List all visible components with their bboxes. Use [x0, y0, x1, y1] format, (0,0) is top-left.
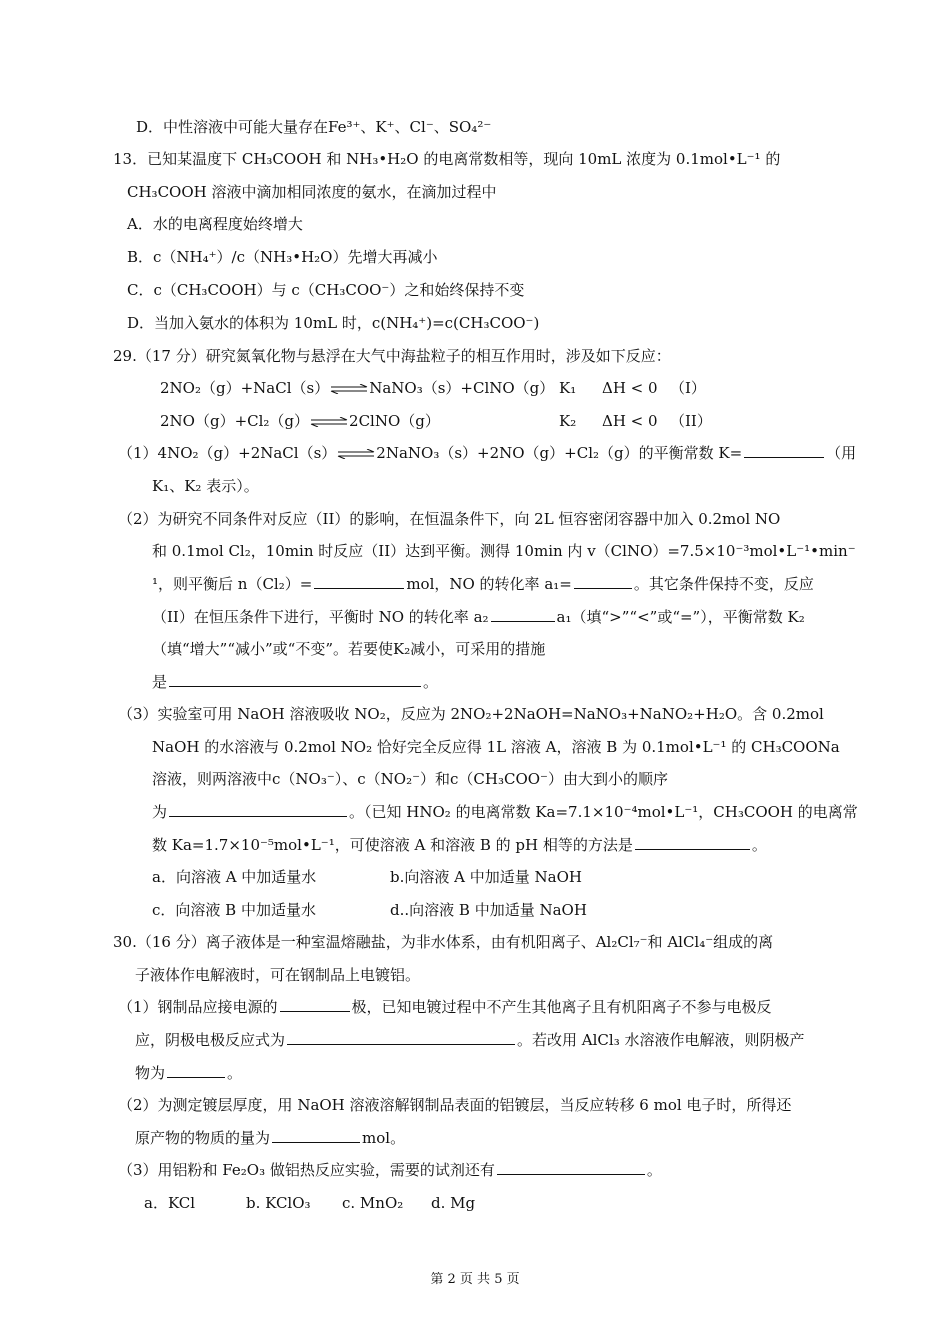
q29-option-c: c．向溶液 B 中加适量水 — [152, 901, 316, 919]
q29-reaction-2 — [160, 410, 440, 432]
q30-part3-line1: （3）用铝粉和 Fe₂O₃ 做铝热反应实验，需要的试剂还有 。 — [118, 1161, 662, 1179]
q30-part1-line1: （1）钢制品应接电源的 极，已知电镀过程中不产生其他离子且有机阳离子不参与电极反 — [118, 998, 772, 1016]
answer-blank[interactable] — [497, 1159, 645, 1175]
reaction-1-products: NaNO₃（s）+ClNO（g） — [369, 379, 555, 397]
q30-part1-line2: 应，阴极电极反应式为 。若改用 AlCl₃ 水溶液作电解液，则阴极产 — [135, 1031, 805, 1049]
q29-part1-line2: K₁、K₂ 表示）。 — [152, 477, 259, 495]
q30-part2-line1: （2）为测定镀层厚度，用 NaOH 溶液溶解钢制品表面的铝镀层，当反应转移 6 mol 电子时，所得还 — [118, 1096, 792, 1114]
reaction-2-products: 2ClNO（g） — [349, 412, 440, 430]
q13-option-a: A．水的电离程度始终增大 — [127, 215, 303, 233]
answer-blank[interactable] — [167, 1062, 225, 1078]
q29-part2-line5: （填“增大”“减小”或“不变”。若要使K₂减小，可采用的措施 — [152, 640, 546, 658]
equilibrium-arrow-icon — [330, 384, 368, 394]
reaction-1-dh: ΔH < 0 — [602, 379, 658, 397]
q30-option-c: c. MnO₂ — [342, 1194, 404, 1212]
reaction-1-number: （I） — [670, 379, 706, 397]
q29-header: 29.（17 分）研究氮氧化物与悬浮在大气中海盐粒子的相互作用时，涉及如下反应： — [113, 347, 671, 365]
q29-part1-line1: （1）4NO₂（g）+2NaCl（s） 2NaNO₃（s）+2NO（g）+Cl₂（g）的平衡常数 K= （用 — [118, 444, 857, 462]
answer-blank[interactable] — [272, 1127, 360, 1143]
reaction-2-number: （II） — [670, 412, 712, 430]
answer-blank[interactable] — [491, 606, 555, 622]
q13-stem-line2: CH₃COOH 溶液中滴加相同浓度的氨水，在滴加过程中 — [127, 183, 497, 201]
answer-blank[interactable] — [744, 442, 824, 458]
reaction-1-reactants: 2NO₂（g）+NaCl（s） — [160, 379, 330, 397]
q12-option-d: D．中性溶液中可能大量存在Fe³⁺、K⁺、Cl⁻、SO₄²⁻ — [136, 118, 492, 136]
reaction-2-dh: ΔH < 0 — [602, 412, 658, 430]
answer-blank[interactable] — [314, 573, 404, 589]
q29-part2-line2: 和 0.1mol Cl₂，10min 时反应（II）达到平衡。测得 10min 内 v（ClNO）=7.5×10⁻³mol•L⁻¹•min⁻ — [152, 542, 856, 560]
answer-blank[interactable] — [635, 834, 750, 850]
q29-part3-line2: NaOH 的水溶液与 0.2mol NO₂ 恰好完全反应得 1L 溶液 A，溶液 B 为 0.1mol•L⁻¹ 的 CH₃COONa — [152, 738, 840, 756]
q29-part3-line1: （3）实验室可用 NaOH 溶液吸收 NO₂，反应为 2NO₂+2NaOH=NaNO₃+NaNO₂+H₂O。含 0.2mol — [118, 705, 824, 723]
reaction-2-k: K₂ — [559, 412, 577, 430]
reaction-1-k: K₁ — [559, 379, 577, 397]
q29-option-b: b.向溶液 A 中加适量 NaOH — [390, 868, 582, 886]
q29-part2-line1: （2）为研究不同条件对反应（II）的影响，在恒温条件下，向 2L 恒容密闭容器中加入 0.2mol NO — [118, 510, 781, 528]
q29-option-d: d..向溶液 B 中加适量 NaOH — [390, 901, 587, 919]
q29-part3-line3: 溶液，则两溶液中c（NO₃⁻）、c（NO₂⁻）和c（CH₃COO⁻）由大到小的顺序 — [152, 770, 668, 788]
q13-stem-line1: 13．已知某温度下 CH₃COOH 和 NH₃•H₂O 的电离常数相等，现向 10mL 浓度为 0.1mol•L⁻¹ 的 — [113, 150, 781, 168]
page-number-footer: 第 2 页 共 5 页 — [430, 1272, 520, 1287]
q13-option-d: D．当加入氨水的体积为 10mL 时，c(NH₄⁺)=c(CH₃COO⁻) — [127, 314, 540, 332]
q13-option-c: C．c（CH₃COOH）与 c（CH₃COO⁻）之和始终保持不变 — [127, 281, 525, 299]
q29-part2-line3: ¹，则平衡后 n（Cl₂）= mol，NO 的转化率 a₁= 。其它条件保持不变，反应 — [152, 575, 814, 593]
answer-blank[interactable] — [169, 801, 347, 817]
q29-part2-line4: （II）在恒压条件下进行，平衡时 NO 的转化率 a₂ a₁（填“>”“<”或“=”），平衡常数 K₂ — [152, 608, 805, 626]
q30-part1-line3: 物为 。 — [135, 1064, 243, 1082]
q29-option-a: a．向溶液 A 中加适量水 — [152, 868, 317, 886]
q29-part3-line5: 数 Ka=1.7×10⁻⁵mol•L⁻¹，可使溶液 A 和溶液 B 的 pH 相等的方法是 。 — [152, 836, 767, 854]
equilibrium-arrow-icon — [310, 417, 348, 427]
q13-option-b: B．c（NH₄⁺）/c（NH₃•H₂O）先增大再减小 — [127, 248, 438, 266]
answer-blank[interactable] — [169, 671, 421, 687]
q30-header-line2: 子液体作电解液时，可在钢制品上电镀铝。 — [135, 966, 421, 984]
equilibrium-arrow-icon — [337, 449, 375, 459]
q30-option-a: a．KCl — [144, 1194, 196, 1212]
q29-reaction-1 — [160, 377, 554, 399]
reaction-2-reactants: 2NO（g）+Cl₂（g） — [160, 412, 310, 430]
q30-option-b: b. KClO₃ — [246, 1194, 311, 1212]
q30-part2-line2: 原产物的物质的量为 mol。 — [135, 1129, 406, 1147]
q29-part3-line4: 为 。（已知 HNO₂ 的电离常数 Ka=7.1×10⁻⁴mol•L⁻¹，CH₃COOH 的电离常 — [152, 803, 858, 821]
q30-option-d: d. Mg — [431, 1194, 476, 1212]
answer-blank[interactable] — [574, 573, 632, 589]
q29-part2-line6: 是 。 — [152, 673, 439, 691]
answer-blank[interactable] — [280, 996, 350, 1012]
q30-header-line1: 30.（16 分）离子液体是一种室温熔融盐，为非水体系，由有机阳离子、Al₂Cl₇⁻和 AlCl₄⁻组成的离 — [113, 933, 774, 951]
answer-blank[interactable] — [287, 1029, 515, 1045]
